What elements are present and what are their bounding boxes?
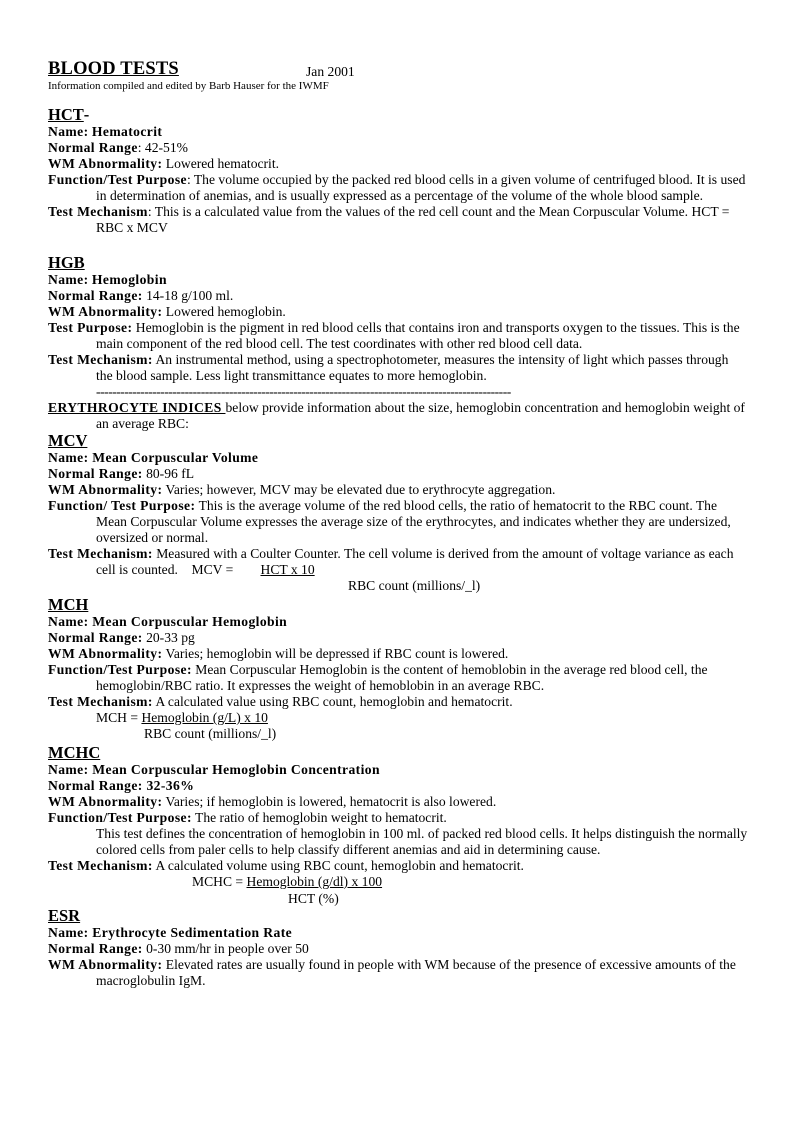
hct-function: Function/Test Purpose: The volume occupied by the packed red blood cells in a given volume of centrifuged blood. It is used in determination of anemias, and is usually expressed as a percentage of the volume of the whole blood sample. bbox=[48, 172, 746, 203]
mcv-name: Name: Mean Corpuscular Volume bbox=[48, 450, 259, 465]
mchc-function: Function/Test Purpose: The ratio of hemoglobin weight to hematocrit. bbox=[48, 810, 447, 825]
mcv-mechanism: Test Mechanism: Measured with a Coulter Counter. The cell volume is derived from the amount of voltage variance as each cell is counted. MCV = HCT x 10 bbox=[48, 546, 734, 577]
mchc-formula-denominator: HCT (%) bbox=[288, 891, 339, 906]
mch-formula-lhs: MCH = bbox=[96, 710, 142, 725]
section-heading-hct: HCT- bbox=[48, 105, 90, 124]
mchc-mechanism: Test Mechanism: A calculated volume using RBC count, hemoglobin and hematocrit. bbox=[48, 858, 524, 873]
mchc-formula-numerator: Hemoglobin (g/dl) x 100 bbox=[246, 874, 383, 889]
mch-formula-row bbox=[48, 710, 748, 726]
esr-name: Name: Erythrocyte Sedimentation Rate bbox=[48, 925, 293, 940]
mcv-formula-lhs: MCV = bbox=[191, 562, 234, 577]
mch-formula-denominator: RBC count (millions/_l) bbox=[144, 726, 277, 741]
hct-name: Name: Hematocrit bbox=[48, 124, 163, 139]
mchc-formula-row bbox=[48, 874, 748, 890]
mch-name: Name: Mean Corpuscular Hemoglobin bbox=[48, 614, 288, 629]
document-page bbox=[48, 60, 748, 989]
hgb-wm-abnormality: WM Abnormality: Lowered hemoglobin. bbox=[48, 304, 286, 319]
mch-mechanism: Test Mechanism: A calculated value using RBC count, hemoglobin and hematocrit. bbox=[48, 694, 513, 709]
mcv-range: Normal Range: 80-96 fL bbox=[48, 466, 195, 481]
section-heading-mch: MCH bbox=[48, 595, 89, 614]
mcv-function: Function/ Test Purpose: This is the average volume of the red blood cells, the ratio of hematocrit to the RBC count. The Mean Corpuscular Volume expresses the average size of the erythrocytes, and indicates whether they are undersized, oversized or normal. bbox=[48, 498, 731, 545]
hgb-purpose: Test Purpose: Hemoglobin is the pigment in red blood cells that contains iron and transports oxygen to the tissues. This is the main component of the red blood cell. The test coordinates with other red blood cell data. bbox=[48, 320, 740, 351]
mcv-formula-numerator: HCT x 10 bbox=[260, 562, 315, 577]
esr-wm-abnormality: WM Abnormality: Elevated rates are usually found in people with WM because of the presence of excessive amounts of the macroglobulin IgM. bbox=[48, 957, 736, 988]
mchc-formula-lhs: MCHC = bbox=[192, 874, 247, 889]
erythrocyte-indices-intro: ERYTHROCYTE INDICES below provide information about the size, hemoglobin concentration and hemoglobin weight of an average RBC: bbox=[48, 400, 745, 431]
separator-line: ------------------------------------------------------------------------------------------------------- bbox=[96, 384, 511, 399]
hct-wm-abnormality: WM Abnormality: Lowered hematocrit. bbox=[48, 156, 280, 171]
section-heading-esr: ESR bbox=[48, 906, 81, 925]
hgb-mechanism: Test Mechanism: An instrumental method, using a spectrophotometer, measures the intensity of light which passes through the blood sample. Less light transmittance equates to more hemoglobin. bbox=[48, 352, 729, 383]
mch-function: Function/Test Purpose: Mean Corpuscular Hemoglobin is the content of hemoblobin in the average red blood cell, the hemoglobin/RBC ratio. It expresses the weight of hemoblobin in an average RBC. bbox=[48, 662, 708, 693]
mcv-formula-denominator-row bbox=[48, 578, 748, 594]
hgb-name: Name: Hemoglobin bbox=[48, 272, 167, 287]
document-date: Jan 2001 bbox=[306, 64, 355, 79]
mchc-function-detail: This test defines the concentration of hemoglobin in 100 ml. of packed red blood cells. It helps distinguish the normally colored cells from paler cells to help classify different anemias and aid in determining cause. bbox=[96, 826, 748, 857]
section-heading-mchc: MCHC bbox=[48, 743, 101, 762]
title-row bbox=[48, 60, 748, 80]
mcv-formula-denominator: RBC count (millions/_l) bbox=[348, 578, 481, 593]
byline: Information compiled and edited by Barb Hauser for the IWMF bbox=[48, 80, 329, 92]
section-heading-mcv: MCV bbox=[48, 431, 88, 450]
esr-range: Normal Range: 0-30 mm/hr in people over 50 bbox=[48, 941, 309, 956]
mch-wm-abnormality: WM Abnormality: Varies; hemoglobin will be depressed if RBC count is lowered. bbox=[48, 646, 509, 661]
mch-formula-numerator: Hemoglobin (g/L) x 10 bbox=[141, 710, 268, 725]
section-heading-hgb: HGB bbox=[48, 253, 85, 272]
mch-range: Normal Range: 20-33 pg bbox=[48, 630, 195, 645]
document-title: BLOOD TESTS bbox=[48, 59, 179, 79]
mchc-name: Name: Mean Corpuscular Hemoglobin Concentration bbox=[48, 762, 380, 777]
hct-mechanism: Test Mechanism: This is a calculated value from the values of the red cell count and the Mean Corpuscular Volume. HCT = RBC x MCV bbox=[48, 204, 730, 235]
hgb-range: Normal Range: 14-18 g/100 ml. bbox=[48, 288, 234, 303]
hct-range: Normal Range: 42-51% bbox=[48, 140, 188, 155]
mchc-formula-denominator-row bbox=[48, 890, 748, 907]
mcv-wm-abnormality: WM Abnormality: Varies; however, MCV may be elevated due to erythrocyte aggregation. bbox=[48, 482, 556, 497]
mchc-range: Normal Range: 32-36% bbox=[48, 778, 195, 793]
mchc-wm-abnormality: WM Abnormality: Varies; if hemoglobin is lowered, hematocrit is also lowered. bbox=[48, 794, 497, 809]
mch-formula-denominator-row bbox=[48, 726, 748, 742]
